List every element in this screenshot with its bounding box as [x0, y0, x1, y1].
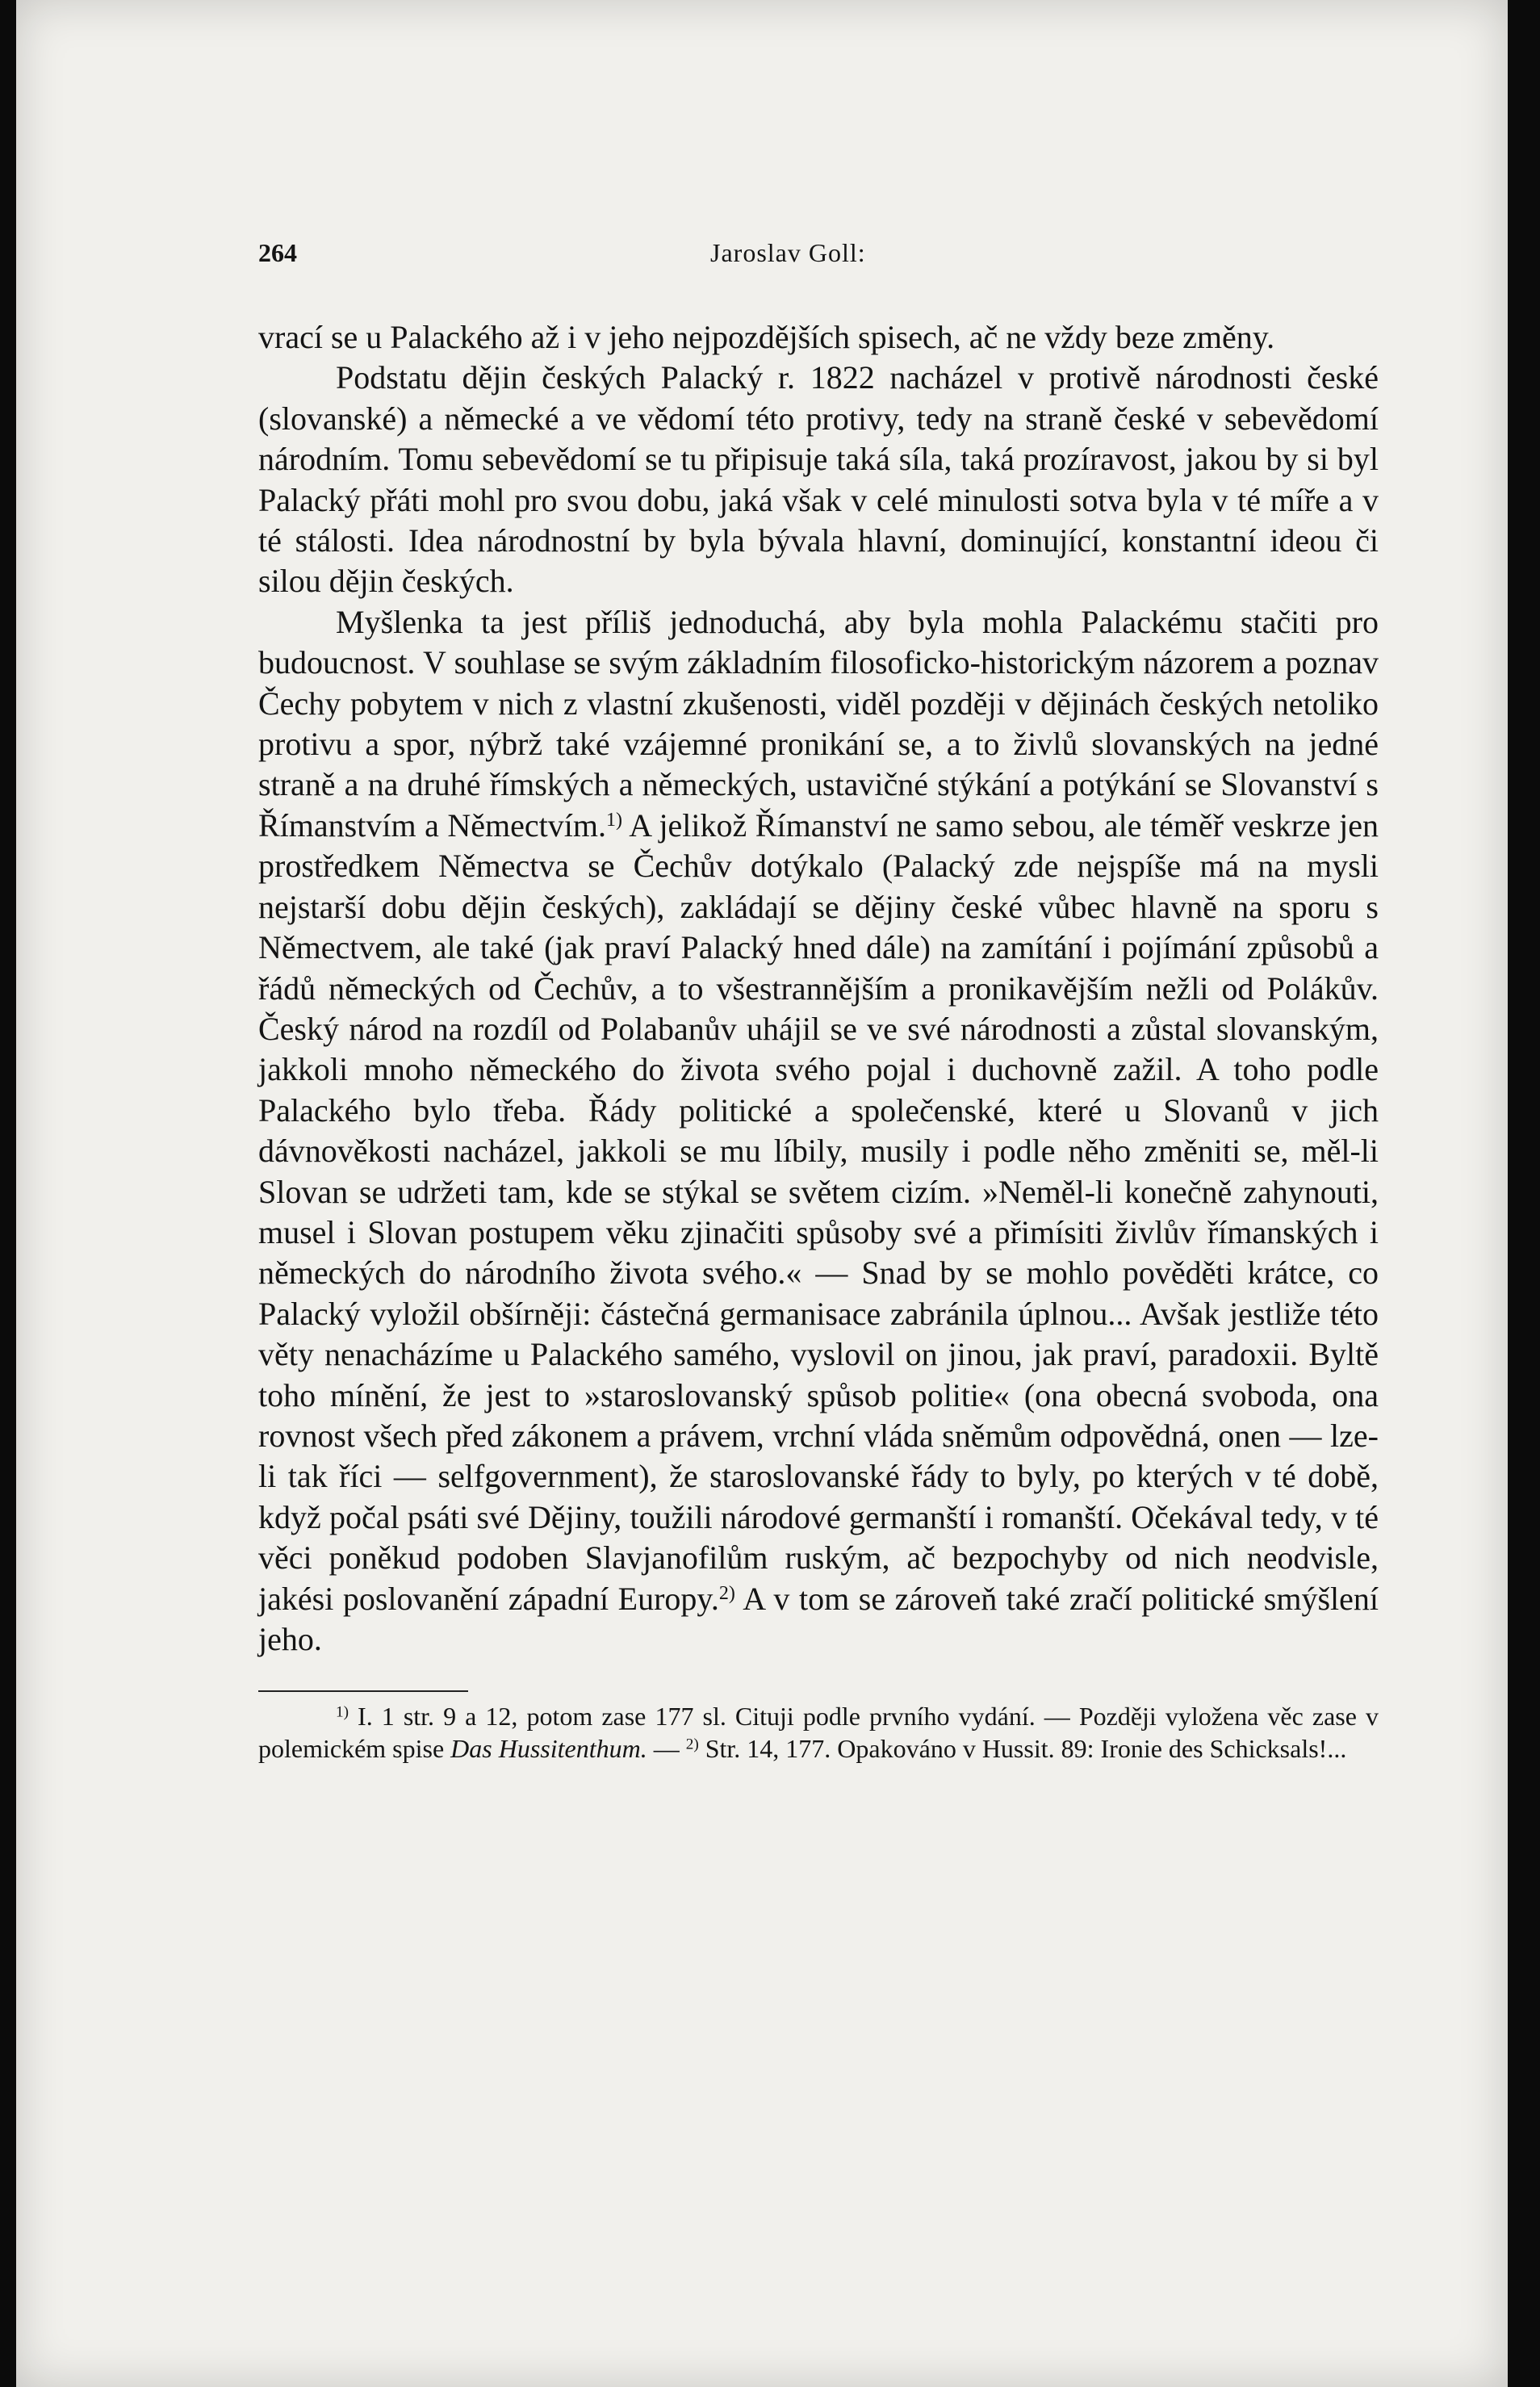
- paragraph-3-cont: A jelikož Římanství ne samo sebou, ale téměř veskrze jen prostředkem Němectva se Čechův dotýkalo (Palacký zde nejspíše má na mysli nejstarší dobu dějin českých), zakládají se dějiny české vůbec hlavně na sporu s Němectvem, ale také (jak praví Palacký hned dále) na zamítání i pojímání způsobů a řádů německých od Čechův, a to všestrannějším a pronikavějším nežli od Polákův. Český národ na rozdíl od Polabanův uhájil se ve své národnosti a zůstal slovanským, jakkoli mnoho německého do života svého pojal i duchovně zažil. A toho podle Palackého bylo třeba. Řády politické a společenské, které u Slovanů v jich dávnověkosti nacházel, jakkoli se mu líbily, musily i podle něho změniti se, měl-li Slovan se udržeti tam, kde se stýkal se světem cizím. »Neměl-li konečně zahynouti, musel i Slovan postupem věku zjinačiti spůsoby své a přimísiti živlův římanských i německých do národního života svého.« — Snad by se mohlo pověděti krátce, co Palacký vyložil obšírněji: částečná germanisace zabránila úplnou... Avšak jestliže této věty nenacházíme u Palackého samého, vyslovil on jinou, jak praví, paradoxii. Byltě toho mínění, že jest to »staroslovanský spůsob politie« (ona obecná svoboda, ona rovnost všech před zákonem a právem, vrchní vláda sněmům odpovědná, onen — lze-li tak říci — selfgovernment), že staroslovanské řády to byly, po kterých v té době, když počal psáti své Dějiny, toužili národové germanští i romanští. Očekával tedy, v té věci poněkud podoben Slavjanofilům ruským, ač bezpochyby od nich neodvisle, jakési poslovanění západní Europy.: [258, 806, 1379, 1617]
- paragraph-1: vrací se u Palackého až i v jeho nejpozdějších spisech, ač ne vždy beze změny.: [258, 319, 1275, 355]
- footnote-1-title: Das Hussitenthum.: [450, 1734, 647, 1764]
- footnote-mark-1: 1): [336, 1703, 349, 1721]
- running-head: Jaroslav Goll:: [710, 238, 866, 267]
- paragraph-3: [258, 602, 1379, 1660]
- page-number: 264: [258, 238, 297, 267]
- footnote-2-text: Str. 14, 177. Opakováno v Hussit. 89: Ironie des Schicksals!...: [705, 1734, 1347, 1764]
- footnote-ref-1: 1): [605, 809, 622, 831]
- paragraph-3-text: Myšlenka ta jest příliš jednoduchá, aby byla mohla Palackému stačiti pro budoucnost. V souhlase se svým základním filosoficko-historickým názorem a poznav Čechy pobytem v nich z vlastní zkušenosti, viděl později v dějinách českých netoliko protivu a spor, nýbrž také vzájemné pronikání se, a to živlů slovanských na jedné straně a na druhé římských a německých, ustavičné stýkání a potýkání se Slovanství s Římanstvím a Němectvím.: [258, 603, 1379, 844]
- book-page: [258, 238, 1379, 1765]
- page-header: [258, 238, 1379, 278]
- footnote-mark-2: 2): [685, 1736, 699, 1753]
- footnote-divider: [258, 1690, 468, 1692]
- footnote-1-text: I. 1 str. 9 a 12, potom zase 177 sl. Cituji podle prvního vydání. — Později vyložena věc zase v polemickém spise: [258, 1702, 1379, 1764]
- footnote-block: [258, 1700, 1379, 1765]
- body-text: [258, 317, 1379, 1660]
- footnotes: [258, 1700, 1379, 1765]
- footnote-ref-2: 2): [718, 1582, 735, 1604]
- footnote-1-dash: —: [653, 1734, 680, 1764]
- scanned-page: [16, 0, 1508, 2387]
- paragraph-3-end: A v tom se zároveň také zračí politické smýšlení jeho.: [258, 1580, 1379, 1657]
- paragraph-2: Podstatu dějin českých Palacký r. 1822 nacházel v protivě národnosti české (slovanské) a německé a ve vědomí této protivy, tedy na straně české v sebevědomí národním. Tomu sebevědomí se tu připisuje taká síla, taká prozíravost, jakou by si byl Palacký přáti mohl pro svou dobu, jaká však v celé minulosti sotva byla v té míře a v té stálosti. Idea národnostní by byla bývala hlavní, dominující, konstantní ideou či silou dějin českých.: [258, 359, 1379, 600]
